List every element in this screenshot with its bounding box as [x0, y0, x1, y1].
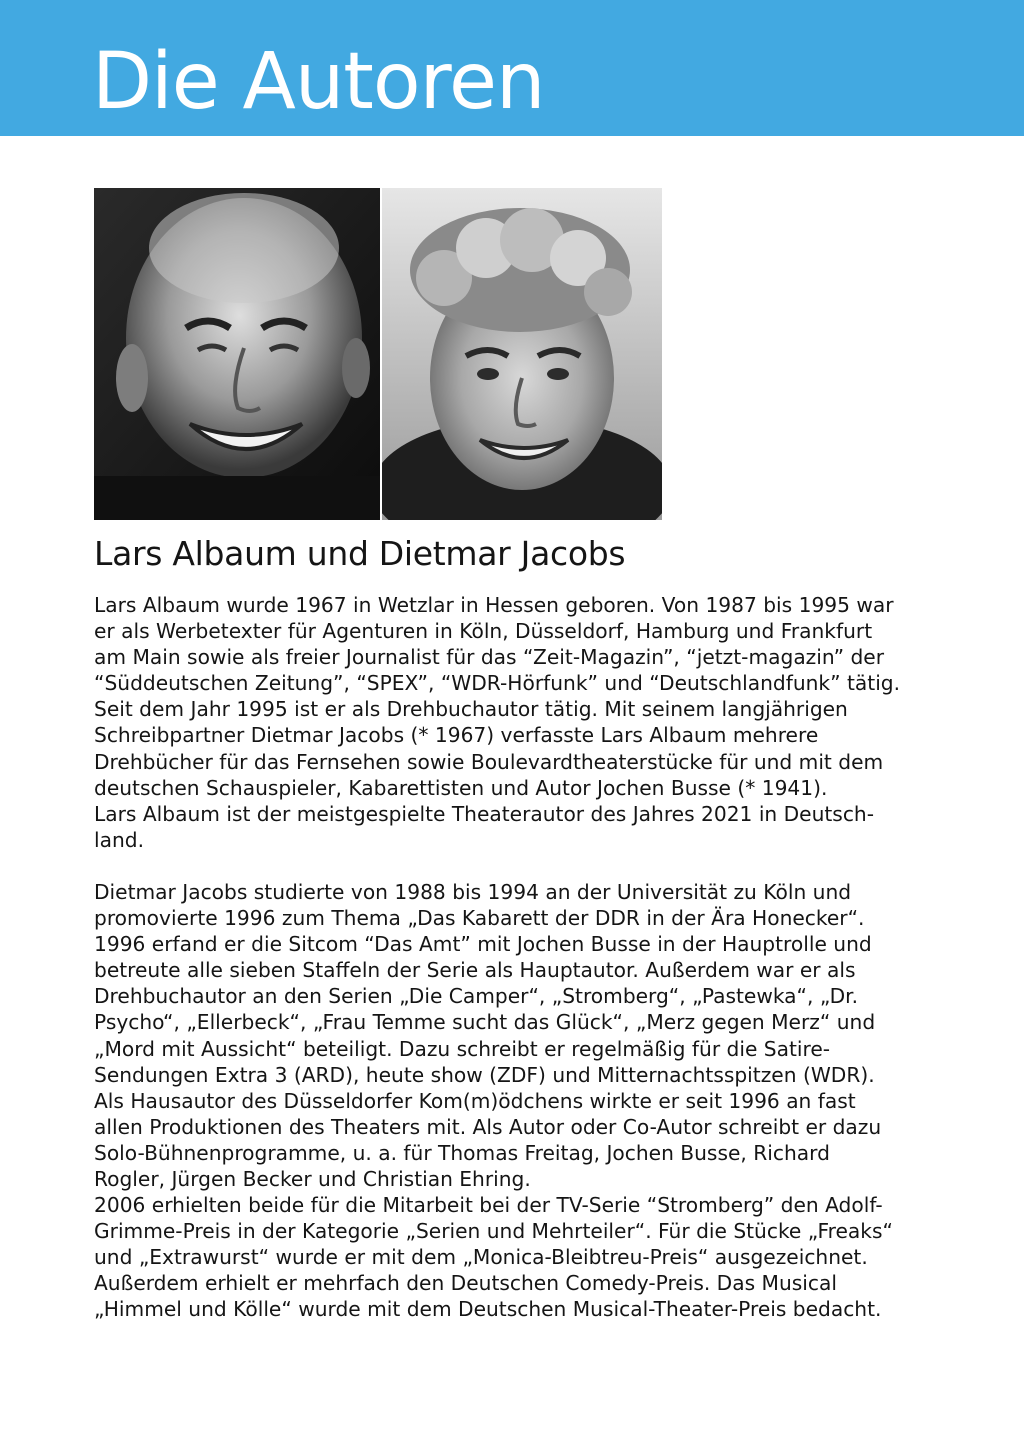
text-line: Schreibpartner Dietmar Jacobs (* 1967) verfasste Lars Albaum mehrere	[94, 723, 819, 748]
text-line: “Süddeutschen Zeitung”, “SPEX”, “WDR-Hörfunk” und “Deutschlandfunk” tätig.	[94, 671, 901, 696]
text-line: Außerdem erhielt er mehrfach den Deutschen Comedy-Preis. Das Musical	[94, 1271, 837, 1296]
text-line: 2006 erhielten beide für die Mitarbeit bei der TV-Serie “Stromberg” den Adolf-	[94, 1193, 883, 1218]
text-line: betreute alle sieben Staffeln der Serie als Hauptautor. Außerdem war er als	[94, 958, 856, 983]
text-line: Drehbücher für das Fernsehen sowie Boulevardtheaterstücke für und mit dem	[94, 749, 884, 774]
text-line: allen Produktionen des Theaters mit. Als Autor oder Co-Autor schreibt er dazu	[94, 1114, 882, 1139]
text-line: promovierte 1996 zum Thema „Das Kabarett der DDR in der Ära Honecker“.	[94, 906, 865, 931]
text-line: deutschen Schauspieler, Kabarettisten und Autor Jochen Busse (* 1941).	[94, 775, 828, 800]
portrait-photo-right	[382, 188, 662, 520]
page-header	[0, 0, 1024, 136]
biography-paragraph-jacobs	[94, 879, 934, 1323]
text-line: Psycho“, „Ellerbeck“, „Frau Temme sucht das Glück“, „Merz gegen Merz“ und	[94, 1010, 876, 1035]
portrait-photo-icon	[94, 188, 380, 520]
portrait-photo-left	[94, 188, 380, 520]
text-line: und „Extrawurst“ wurde er mit dem „Monica-Bleibtreu-Preis“ ausgezeichnet.	[94, 1245, 868, 1270]
text-line: „Himmel und Kölle“ wurde mit dem Deutschen Musical-Theater-Preis bedacht.	[94, 1297, 882, 1322]
text-line: Lars Albaum ist der meistgespielte Theaterautor des Jahres 2021 in Deutsch-	[94, 801, 875, 826]
text-line: er als Werbetexter für Agenturen in Köln, Düsseldorf, Hamburg und Frankfurt	[94, 619, 873, 644]
portrait-photo-icon	[382, 188, 662, 520]
text-line: Rogler, Jürgen Becker und Christian Ehring.	[94, 1166, 531, 1191]
biography-text	[94, 592, 934, 1323]
text-line: 1996 erfand er die Sitcom “Das Amt” mit Jochen Busse in der Hauptrolle und	[94, 932, 872, 957]
text-line: Als Hausautor des Düsseldorfer Kom(m)ödchens wirkte er seit 1996 an fast	[94, 1088, 856, 1113]
author-photos	[94, 188, 662, 520]
text-line: Dietmar Jacobs studierte von 1988 bis 1994 an der Universität zu Köln und	[94, 879, 852, 904]
text-line: Seit dem Jahr 1995 ist er als Drehbuchautor tätig. Mit seinem langjährigen	[94, 697, 848, 722]
text-line: Drehbuchautor an den Serien „Die Camper“, „Stromberg“, „Pastewka“, „Dr.	[94, 984, 858, 1009]
text-line: Sendungen Extra 3 (ARD), heute show (ZDF) und Mitternachtsspitzen (WDR).	[94, 1062, 875, 1087]
text-line: Grimme-Preis in der Kategorie „Serien und Mehrteiler“. Für die Stücke „Freaks“	[94, 1219, 893, 1244]
text-line: land.	[94, 827, 145, 852]
text-line: „Mord mit Aussicht“ beteiligt. Dazu schreibt er regelmäßig für die Satire-	[94, 1036, 831, 1061]
text-line: Lars Albaum wurde 1967 in Wetzlar in Hessen geboren. Von 1987 bis 1995 war	[94, 593, 894, 617]
page-title: Die Autoren	[92, 37, 545, 127]
text-line: am Main sowie als freier Journalist für das “Zeit-Magazin”, “jetzt-magazin” der	[94, 645, 884, 670]
biography-paragraph-albaum	[94, 592, 934, 853]
text-line: Solo-Bühnenprogramme, u. a. für Thomas Freitag, Jochen Busse, Richard	[94, 1140, 830, 1165]
authors-heading: Lars Albaum und Dietmar Jacobs	[94, 534, 626, 573]
